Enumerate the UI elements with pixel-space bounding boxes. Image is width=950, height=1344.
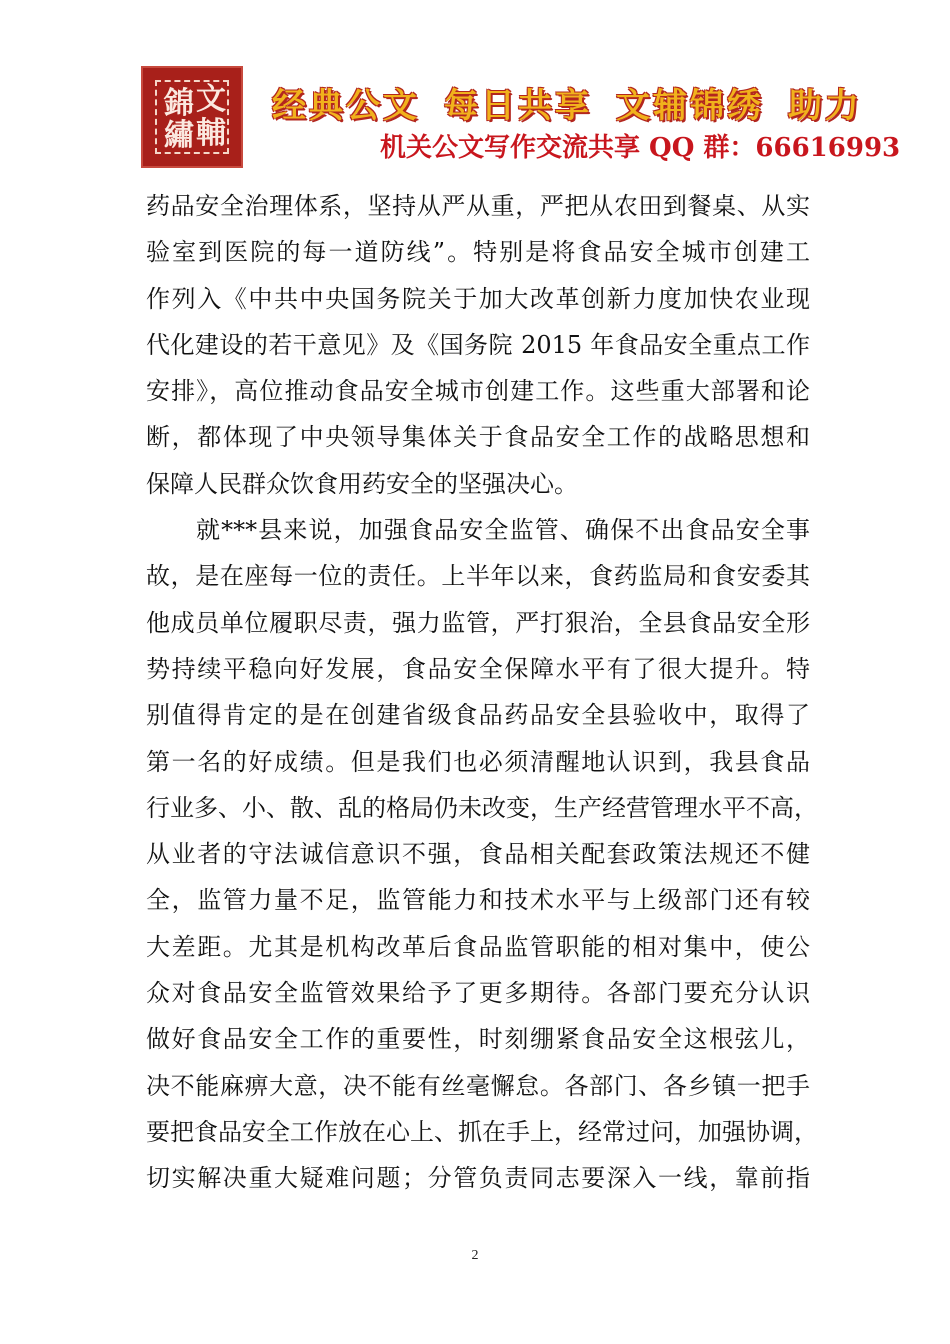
text-line: 众对食品安全监管效果给予了更多期待。各部门要充分认识 bbox=[146, 979, 810, 1008]
text-line: 就***县来说，加强食品安全监管、确保不出食品安全事 bbox=[196, 516, 810, 545]
text-line: 故，是在座每一位的责任。上半年以来，食药监局和食安委其 bbox=[146, 562, 810, 591]
seal-char: 文 bbox=[196, 82, 226, 117]
text-line: 保障人民群众饮食用药安全的坚强决心。 bbox=[146, 469, 578, 498]
text-line: 第一名的好成绩。但是我们也必须清醒地认识到，我县食品 bbox=[146, 747, 810, 776]
page-header bbox=[0, 0, 950, 170]
text-line: 安排》，高位推动食品安全城市创建工作。这些重大部署和论 bbox=[146, 377, 810, 406]
text-line: 要把食品安全工作放在心上、抓在手上，经常过问，加强协调， bbox=[146, 1117, 818, 1146]
text-line: 药品安全治理体系，坚持从严从重，严把从农田到餐桌、从实 bbox=[146, 192, 810, 220]
document-body bbox=[146, 183, 818, 1294]
text-line: 行业多、小、散、乱的格局仍未改变，生产经营管理水平不高， bbox=[146, 793, 818, 822]
paragraph bbox=[146, 183, 810, 507]
page-number: 2 bbox=[471, 1248, 479, 1263]
banner-slogan: 助力 bbox=[788, 86, 862, 126]
text-line: 决不能麻痹大意，决不能有丝毫懈怠。各部门、各乡镇一把手 bbox=[146, 1071, 810, 1100]
text-line: 别值得肯定的是在创建省级食品药品安全县验收中，取得了 bbox=[146, 701, 810, 730]
text-line: 从业者的守法诚信意识不强，食品相关配套政策法规还不健 bbox=[146, 840, 810, 869]
text-line: 切实解决重大疑难问题；分管负责同志要深入一线，靠前指 bbox=[146, 1164, 810, 1193]
banner-qq-group: 机关公文写作交流共享 QQ 群：66616993 bbox=[380, 133, 901, 163]
text-line: 作列入《中共中央国务院关于加大改革创新力度加快农业现 bbox=[146, 284, 810, 313]
banner-slogans bbox=[272, 78, 886, 127]
text-line: 他成员单位履职尽责，强力监管，严打狠治，全县食品安全形 bbox=[146, 608, 810, 637]
text-line: 全，监管力量不足，监管能力和技术水平与上级部门还有较 bbox=[146, 886, 810, 915]
seal-char: 繡 bbox=[164, 118, 194, 153]
seal-char: 錦 bbox=[164, 86, 194, 121]
seal-char: 輔 bbox=[196, 116, 226, 151]
text-line: 做好食品安全工作的重要性，时刻绷紧食品安全这根弦儿， bbox=[146, 1025, 810, 1054]
text-line: 验室到医院的每一道防线”。特别是将食品安全城市创建工 bbox=[146, 238, 810, 267]
text-line: 断，都体现了中央领导集体关于食品安全工作的战略思想和 bbox=[146, 423, 810, 452]
text-line: 势持续平稳向好发展，食品安全保障水平有了很大提升。特 bbox=[146, 654, 810, 683]
banner-slogan: 每日共享 bbox=[444, 86, 592, 126]
banner-slogan: 文辅锦绣 bbox=[616, 86, 764, 126]
text-line bbox=[146, 1202, 810, 1248]
seal-logo bbox=[143, 68, 241, 166]
text-line: 代化建设的若干意见》及《国务院 2015 年食品安全重点工作 bbox=[146, 330, 810, 359]
paragraph bbox=[146, 507, 818, 1294]
banner-slogan: 经典公文 bbox=[272, 86, 420, 126]
text-line: 大差距。尤其是机构改革后食品监管职能的相对集中，使公 bbox=[146, 932, 810, 961]
